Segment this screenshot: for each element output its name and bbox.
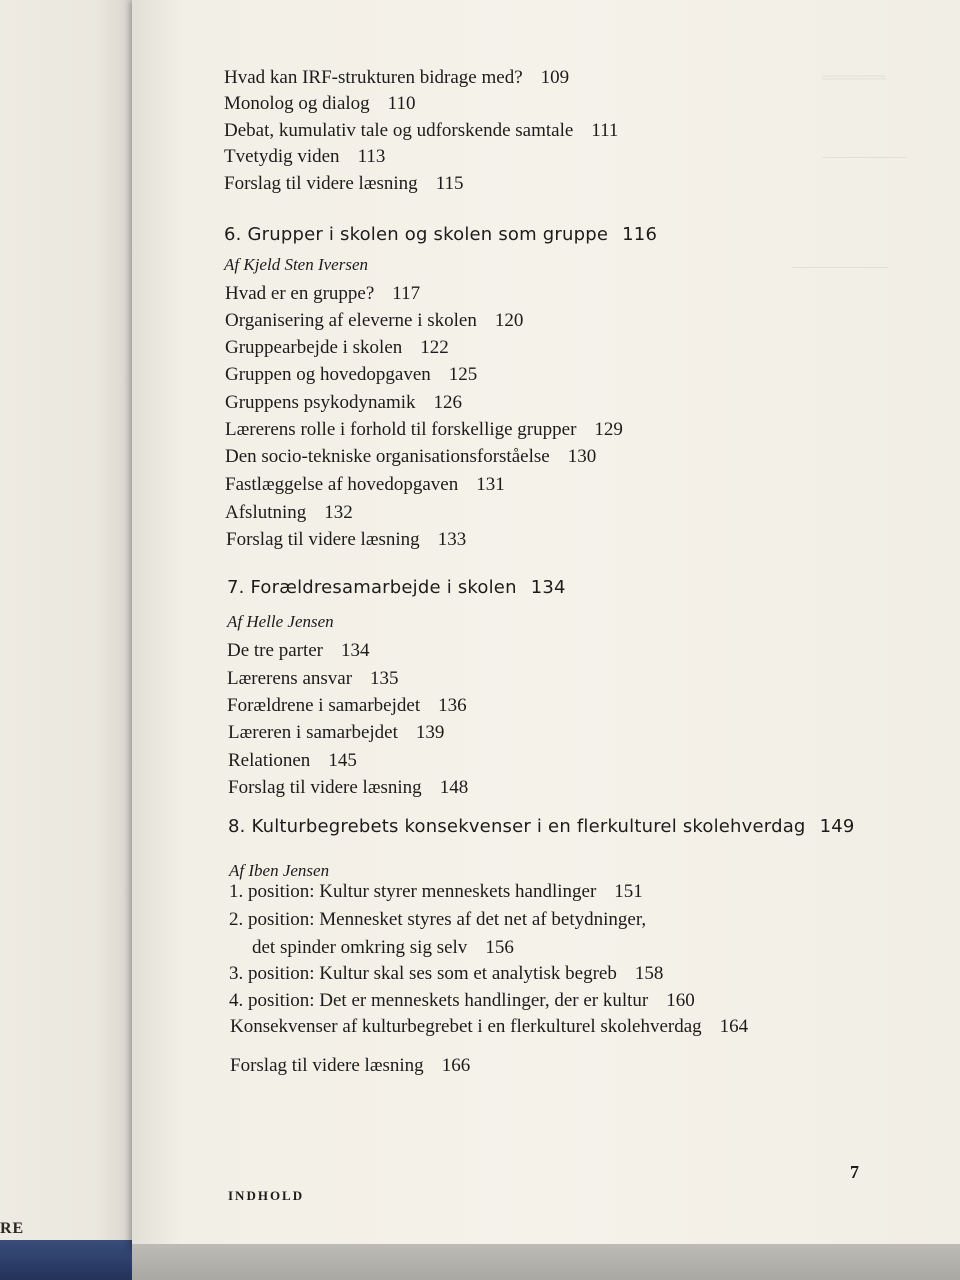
toc-line: 4. position: Det er menneskets handlinger, der er kultur 160 bbox=[229, 990, 695, 1011]
toc-line: Lærerens ansvar 135 bbox=[227, 668, 399, 689]
toc-line: Forslag til videre læsning 133 bbox=[226, 529, 467, 550]
toc-line: Monolog og dialog 110 bbox=[224, 93, 416, 114]
page-number: 7 bbox=[850, 1162, 859, 1182]
toc-line: Læreren i samarbejdet 139 bbox=[228, 722, 445, 743]
toc-line: Hvad kan IRF-strukturen bidrage med? 109 bbox=[224, 67, 570, 88]
toc-chapter-author: Af Iben Jensen bbox=[229, 861, 330, 880]
toc-chapter-heading: 8. Kulturbegrebets konsekvenser i en flerkulturel skolehverdag 149 bbox=[228, 816, 855, 837]
toc-line: 2. position: Mennesket styres af det net af betydninger, bbox=[229, 909, 647, 930]
toc-line: 1. position: Kultur styrer menneskets handlinger 151 bbox=[229, 881, 643, 902]
running-footer: INDHOLD bbox=[228, 1188, 305, 1203]
toc-line: Tvetydig viden 113 bbox=[224, 146, 386, 167]
toc-chapter-heading: 6. Grupper i skolen og skolen som gruppe 116 bbox=[224, 224, 658, 245]
toc-line: Konsekvenser af kulturbegrebet i en flerkulturel skolehverdag 164 bbox=[230, 1016, 749, 1037]
toc-chapter-heading: 7. Forældresamarbejde i skolen 134 bbox=[227, 577, 566, 598]
toc-page: ══════ ──────── ───────── Hvad kan IRF-strukturen bidrage med? 109 Monolog og dialog 110 Debat, kumulativ tale og udforskende samtale 111 Tvetydig viden 113 Forslag til videre læsning 115 6. Grupper i skolen og skolen som gruppe 116 Af Kjeld Sten Iversen Hvad er en gruppe? 117 Organisering af eleverne i skolen 120 Gruppearbejde i skolen 122 Gruppen og hovedopgaven 125 Gruppens psykodynamik 126 Lærerens rolle i forhold til forskellige grupper 129 Den socio-tekniske organisationsforståelse 130 Fastlæggelse af hovedopgaven 131 Afslutning 132 Forslag til videre læsning 133 7. Forældresamarbejde i skolen 134 Af Helle Jensen De tre parter 134 Lærerens ansvar 135 Forældrene i samarbejdet 136 Læreren i samarbejdet 139 Relationen 145 Forslag til videre læsning 148 8. Kulturbegrebets konsekvenser i en flerkulturel skolehverdag 149 Af Iben Jensen 1. position: Kultur styrer menneskets handlinger 151 2. position: Mennesket styres af det net af betydninger, det spinder omkring sig selv 156 3. position: Kultur skal ses som et analytisk begreb 158 4. position: Det er menneskets handlinger, der er kultur 160 Konsekvenser af kulturbegrebet i en flerkulturel skolehverdag 164 Forslag til videre læsning 166 INDHOLD 7 bbox=[132, 0, 960, 1250]
toc-line: Organisering af eleverne i skolen 120 bbox=[225, 310, 524, 331]
left-page-text: RE bbox=[0, 1220, 25, 1237]
table-surface bbox=[132, 1244, 960, 1280]
toc-line: Gruppearbejde i skolen 122 bbox=[225, 337, 449, 358]
toc-line: Forslag til videre læsning 166 bbox=[230, 1055, 471, 1076]
toc-line: De tre parter 134 bbox=[227, 640, 370, 661]
toc-line: Lærerens rolle i forhold til forskellige grupper 129 bbox=[225, 419, 623, 440]
toc-chapter-author: Af Helle Jensen bbox=[227, 612, 334, 631]
toc-line: Relationen 145 bbox=[228, 750, 357, 771]
toc-line: Fastlæggelse af hovedopgaven 131 bbox=[225, 474, 505, 495]
left-page-cover-edge bbox=[0, 1240, 135, 1280]
toc-chapter-author: Af Kjeld Sten Iversen bbox=[224, 255, 368, 274]
toc-line: Den socio-tekniske organisationsforståelse 130 bbox=[225, 446, 597, 467]
toc-line: Forslag til videre læsning 115 bbox=[224, 173, 464, 194]
toc-line: Forslag til videre læsning 148 bbox=[228, 777, 469, 798]
toc-line: Gruppens psykodynamik 126 bbox=[225, 392, 463, 413]
toc-line: Debat, kumulativ tale og udforskende samtale 111 bbox=[224, 120, 619, 141]
toc-line: Forældrene i samarbejdet 136 bbox=[227, 695, 467, 716]
toc-line: det spinder omkring sig selv 156 bbox=[252, 937, 514, 958]
toc-line: Gruppen og hovedopgaven 125 bbox=[225, 364, 478, 385]
toc-line: Afslutning 132 bbox=[225, 502, 353, 523]
left-page bbox=[0, 0, 135, 1280]
toc-line: Hvad er en gruppe? 117 bbox=[225, 283, 421, 304]
toc-line: 3. position: Kultur skal ses som et analytisk begreb 158 bbox=[229, 963, 664, 984]
